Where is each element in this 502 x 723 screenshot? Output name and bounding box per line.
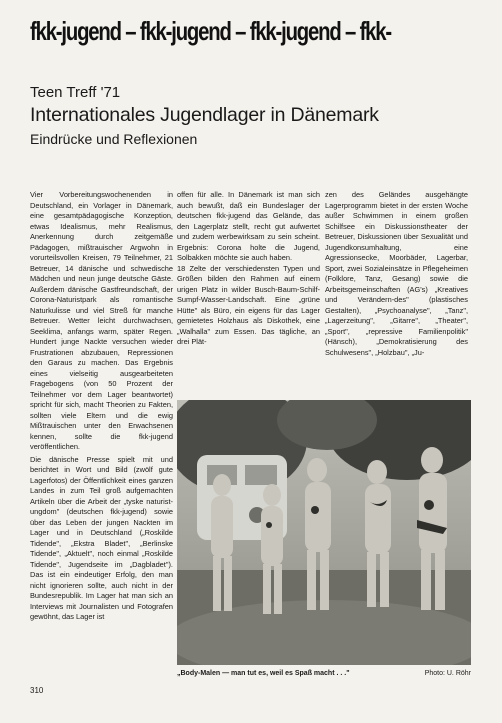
article-headline: Internationales Jugendlager in Dänemark <box>30 104 379 126</box>
photo-caption-row <box>177 670 471 677</box>
text-column-2 <box>177 190 320 348</box>
text-column-3 <box>325 190 468 358</box>
series-banner: fkk-jugend – fkk-jugend – fkk-jugend – fkk- <box>30 16 391 46</box>
page-number: 310 <box>30 686 44 695</box>
paragraph: zen des Geländes ausgehängte Lagerprogramm bietet in der ersten Woche außer Schwimmen in einem großen Schilfsee ein Diskussionstheater der Betreuer, Diskussionen über Sexualität und Jugendkonsumhaltung, eine Agressionsecke, Moorbäder, Lagerbar, Sport, zwei Sozialeinsätze in Pflegeheimen (Folklore, Tanz, Gesang) sowie die Arbeitsgemeinschaften (AG's) „Kreatives und Verändern-des" (plastisches Gestalten), „Psychoanalyse", „Tanz", „Lagerzeitung", „Gitarre", „Theater", „Sport", „repressive Familienpolitik" (Hänsch), „Demokratisierung des Schulwesens", „Holzbau", „Ju- <box>325 190 468 357</box>
text-column-1 <box>30 190 173 623</box>
photo-credit: Photo: U. Röhr <box>424 670 471 677</box>
paragraph: Vier Vorbereitungswochenenden in Deutschland, ein Vorlager in Dänemark, eine gesamtpädagogische Konzeption, etwas Idealismus, mehr Realismus, Anerkennung durch zeitgemäße Pädagogen, mißtrauischer Argwohn in vorurteilsvollen Kreisen, 79 Teilnehmer, 21 Betreuer, 14 dänische und schwedische Mädchen und neun junge deutsche Gäste. Außerdem dänische Gastfreundschaft, der Corona-Naturistpark als romantische Naturkulisse und viel Streß für manche Betreuer. Wetter leicht durchwachsen, Seeklima, anfangs warm, später Regen. Hundert junge Nackte versuchen wieder Frustrationen abzubauen, Repressionen den Garaus zu machen. Das Ergebnis eines vielseitig ausgearbeiteten Fragebogens (von 50 Prozent der Teilnehmer vor dem Lager beantwortet) spricht für sich, macht Theorien zu Fakten, sollten viele Eltern und die ewig Mißtrauischen unter den Erwachsenen kennen, sollte die fkk-jugend veröffentlichen. <box>30 190 173 451</box>
paragraph: Die dänische Presse spielt mit und berichtet in Wort und Bild (zwölf gute Lagerfotos) der Öffentlichkeit eines ganzen Landes in zum Teil groß aufgemachten Artikeln über die Arbeit der „tyske naturist-ungdom" (deutschen fkk-jugend) sowie über das Leben der jungen Nackten im Lager und in Deutschland („Roskilde Tidende", „Ekstra Bladet", „Berlinske Tidende", „Aktuelt", noch einmal „Roskilde Tidende", Jugendseite im „Dagbladet"). Das ist ein eindeutiger Erfolg, den man nicht ignorieren sollte, auch nicht in der Bundesrepublik. Im Lager hat man sich an Interviews mit Journalisten und Fotografen gewöhnt, das Lager ist <box>30 454 173 621</box>
article-photo <box>177 400 471 665</box>
article-subhead: Eindrücke und Reflexionen <box>30 131 198 147</box>
paragraph: 18 Zelte der verschiedensten Typen und Größen bilden den Rahmen auf einem urigen Platz in wilder Busch-Baum-Schilf-Sumpf-Wasser-Landschaft. Eine „grüne Hütte" als Büro, ein eigens für das Lager gemietetes Holzhaus als Diskothek, eine „Walhalla" zum Essen. Das tägliche, an drei Plät- <box>177 263 320 346</box>
paragraph: offen für alle. In Dänemark ist man sich auch bewußt, daß ein Bundeslager der deutschen fkk-jugend das Gelände, das den Lagerplatz stellt, recht gut aufwertet und zudem werbewirksam zu sein scheint. Ergebnis: Corona holte die Jugend, Solbakken möchte sie auch haben. <box>177 190 320 262</box>
photo-caption: „Body-Malen — man tut es, weil es Spaß macht . . ." <box>177 670 350 677</box>
kicker: Teen Treff '71 <box>30 84 121 101</box>
